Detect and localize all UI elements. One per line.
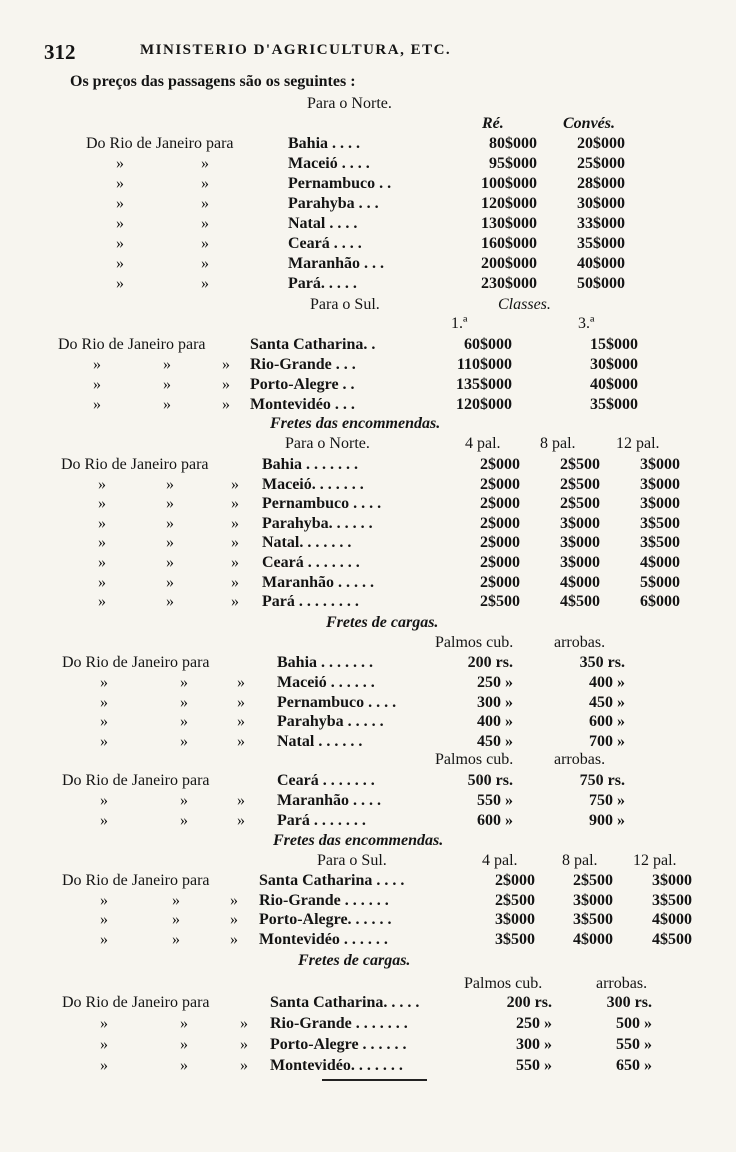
ditto-mark: » — [231, 475, 239, 493]
destination-text: Parahyba . . . . . — [277, 713, 384, 731]
page-number: 312 — [44, 40, 76, 64]
destination-text: Porto-Alegre. . . . . . — [259, 911, 392, 929]
ditto-mark: » — [222, 376, 230, 393]
value-cell: 15$000 — [590, 336, 638, 353]
ditto-mark: » — [230, 911, 238, 929]
column-header: 8 pal. — [540, 435, 576, 452]
column-header: 12 pal. — [616, 435, 660, 452]
origin-text: » — [116, 235, 124, 252]
ditto-mark: » — [201, 175, 209, 192]
destination-text: Pará. . . . . — [288, 275, 357, 292]
ditto-mark: » — [180, 733, 188, 751]
destination-text: Porto-Alegre . . . . . . — [270, 1036, 407, 1053]
value-cell: 2$000 — [480, 514, 520, 532]
column-header: arrobas. — [596, 975, 648, 992]
ditto-mark: » — [237, 791, 245, 809]
value-cell: 2$500 — [480, 593, 520, 611]
ditto-mark: » — [180, 673, 188, 691]
column-header: Palmos cub. — [435, 634, 514, 651]
ditto-mark: » — [201, 255, 209, 272]
value-cell: 135$000 — [456, 376, 512, 393]
ditto-mark: » — [231, 495, 239, 513]
value-cell: 2$000 — [480, 554, 520, 571]
ditto-mark: » — [237, 733, 245, 751]
origin-text: Do Rio de Janeiro para — [86, 135, 234, 152]
column-header: 4 pal. — [465, 435, 501, 452]
column-header: arrobas. — [554, 751, 606, 768]
value-cell: 2$000 — [495, 872, 535, 889]
value-cell: 3$500 — [495, 930, 535, 948]
value-cell: 4$500 — [560, 593, 600, 611]
ditto-mark: » — [166, 534, 174, 552]
destination-text: Maceió. . . . . . . — [262, 475, 364, 493]
value-cell: 500 » — [616, 1015, 652, 1032]
section-heading: Para o Sul. — [317, 852, 387, 869]
ditto-mark: » — [231, 554, 239, 571]
origin-text: Do Rio de Janeiro para — [62, 654, 210, 671]
value-cell: 4$500 — [652, 930, 692, 948]
destination-text: Santa Catharina. . . . . — [270, 994, 420, 1011]
value-cell: 2$000 — [480, 573, 520, 591]
value-cell: 3$500 — [573, 911, 613, 929]
section-heading: Para o Sul. — [310, 296, 380, 313]
value-cell: 95$000 — [489, 155, 537, 172]
value-cell: 2$500 — [560, 475, 600, 493]
value-cell: 2$500 — [573, 872, 613, 889]
value-cell: 400 » — [589, 673, 625, 691]
column-header: Convés. — [563, 115, 615, 132]
value-cell: 2$000 — [480, 475, 520, 493]
value-cell: 650 » — [616, 1057, 652, 1074]
value-cell: 550 » — [616, 1036, 652, 1053]
ditto-mark: » — [180, 1015, 188, 1032]
destination-text: Rio-Grande . . . . . . — [259, 891, 389, 909]
destination-text: Rio-Grande . . . — [250, 356, 356, 373]
ditto-mark: » — [201, 155, 209, 172]
value-cell: 4$000 — [640, 554, 680, 571]
section-title: Fretes das encommendas. — [273, 832, 444, 849]
origin-text: » — [116, 155, 124, 172]
column-header: arrobas. — [554, 634, 606, 651]
column-header: Palmos cub. — [435, 751, 514, 768]
value-cell: 120$000 — [481, 195, 537, 212]
ditto-mark: » — [201, 195, 209, 212]
column-header: 3.ª — [578, 315, 595, 332]
value-cell: 3$000 — [560, 554, 600, 571]
destination-text: Montevidéo . . . — [250, 396, 355, 413]
destination-text: Maceió . . . . — [288, 155, 370, 172]
ditto-mark: » — [240, 1036, 248, 1053]
value-cell: 230$000 — [481, 275, 537, 292]
value-cell: 200$000 — [481, 255, 537, 272]
origin-text: » — [100, 693, 108, 711]
value-cell: 28$000 — [577, 175, 625, 192]
value-cell: 4$000 — [573, 930, 613, 948]
origin-text: » — [100, 811, 108, 829]
origin-text: Do Rio de Janeiro para — [61, 456, 209, 473]
ditto-mark: » — [237, 693, 245, 711]
destination-text: Bahia . . . . . . . — [277, 654, 374, 671]
column-header: 8 pal. — [562, 852, 598, 869]
value-cell: 3$000 — [640, 475, 680, 493]
value-cell: 3$500 — [652, 891, 692, 909]
ditto-mark: » — [166, 573, 174, 591]
destination-text: Pernambuco . . . . — [262, 495, 382, 513]
ditto-mark: » — [240, 1015, 248, 1032]
ditto-mark: » — [237, 713, 245, 731]
intro-text: Os preços das passagens são os seguintes : — [70, 73, 356, 90]
ditto-mark: » — [166, 554, 174, 571]
value-cell: 750 rs. — [579, 772, 625, 789]
origin-text: » — [98, 514, 106, 532]
value-cell: 25$000 — [577, 155, 625, 172]
ditto-mark: » — [222, 396, 230, 413]
destination-text: Rio-Grande . . . . . . . — [270, 1015, 408, 1032]
destination-text: Pará . . . . . . . — [277, 811, 366, 829]
origin-text: » — [116, 275, 124, 292]
value-cell: 35$000 — [590, 396, 638, 413]
ditto-mark: » — [231, 573, 239, 591]
origin-text: Do Rio de Janeiro para — [62, 872, 210, 889]
origin-text: Do Rio de Janeiro para — [58, 336, 206, 353]
value-cell: 3$000 — [560, 514, 600, 532]
ditto-mark: » — [180, 1036, 188, 1053]
origin-text: » — [93, 376, 101, 393]
ditto-mark: » — [180, 811, 188, 829]
value-cell: 300 rs. — [606, 994, 652, 1011]
ditto-mark: » — [166, 514, 174, 532]
value-cell: 450 » — [477, 733, 513, 751]
destination-text: Parahyba. . . . . . — [262, 514, 373, 532]
value-cell: 500 rs. — [467, 772, 513, 789]
origin-text: » — [93, 396, 101, 413]
ditto-mark: » — [166, 495, 174, 513]
value-cell: 250 » — [516, 1015, 552, 1032]
destination-text: Maceió . . . . . . — [277, 673, 375, 691]
origin-text: » — [100, 791, 108, 809]
column-header: 1.ª — [451, 315, 468, 332]
ditto-mark: » — [166, 593, 174, 611]
value-cell: 2$000 — [480, 456, 520, 473]
value-cell: 20$000 — [577, 135, 625, 152]
destination-text: Bahia . . . . . . . — [262, 456, 359, 473]
destination-text: Santa Catharina. . — [250, 336, 376, 353]
origin-text: » — [100, 673, 108, 691]
value-cell: 110$000 — [456, 356, 512, 373]
value-cell: 300 » — [516, 1036, 552, 1053]
destination-text: Natal. . . . . . . — [262, 534, 352, 552]
section-heading: Para o Norte. — [307, 95, 392, 112]
column-header: 12 pal. — [633, 852, 677, 869]
origin-text: » — [100, 1036, 108, 1053]
ditto-mark: » — [230, 930, 238, 948]
value-cell: 3$000 — [640, 456, 680, 473]
value-cell: 100$000 — [481, 175, 537, 192]
value-cell: 130$000 — [481, 215, 537, 232]
origin-text: » — [100, 713, 108, 731]
ditto-mark: » — [240, 1057, 248, 1074]
value-cell: 2$000 — [480, 534, 520, 552]
destination-text: Ceará . . . . . . . — [277, 772, 375, 789]
origin-text: » — [98, 573, 106, 591]
destination-text: Santa Catharina . . . . — [259, 872, 405, 889]
value-cell: 300 » — [477, 693, 513, 711]
value-cell: 3$000 — [652, 872, 692, 889]
ditto-mark: » — [172, 891, 180, 909]
origin-text: » — [116, 255, 124, 272]
value-cell: 400 » — [477, 713, 513, 731]
destination-text: Bahia . . . . — [288, 135, 361, 152]
value-cell: 35$000 — [577, 235, 625, 252]
origin-text: » — [93, 356, 101, 373]
value-cell: 3$000 — [495, 911, 535, 929]
origin-text: » — [100, 911, 108, 929]
origin-text: » — [100, 930, 108, 948]
destination-text: Maranhão . . . . — [277, 791, 381, 809]
ditto-mark: » — [166, 475, 174, 493]
value-cell: 40$000 — [590, 376, 638, 393]
destination-text: Pará . . . . . . . . — [262, 593, 359, 611]
value-cell: 3$000 — [640, 495, 680, 513]
destination-text: Natal . . . . . . — [277, 733, 363, 751]
value-cell: 30$000 — [577, 195, 625, 212]
origin-text: Do Rio de Janeiro para — [62, 772, 210, 789]
origin-text: » — [116, 195, 124, 212]
section-heading: Para o Norte. — [285, 435, 370, 452]
origin-text: » — [116, 215, 124, 232]
value-cell: 4$000 — [652, 911, 692, 929]
column-header: Palmos cub. — [464, 975, 543, 992]
destination-text: Pernambuco . . — [288, 175, 392, 192]
value-cell: 6$000 — [640, 593, 680, 611]
ditto-mark: » — [237, 811, 245, 829]
origin-text: » — [100, 1015, 108, 1032]
ditto-mark: » — [201, 215, 209, 232]
value-cell: 550 » — [516, 1057, 552, 1074]
value-cell: 160$000 — [481, 235, 537, 252]
end-rule — [322, 1079, 427, 1081]
value-cell: 5$000 — [640, 573, 680, 591]
ditto-mark: » — [180, 693, 188, 711]
value-cell: 80$000 — [489, 135, 537, 152]
value-cell: 700 » — [589, 733, 625, 751]
value-cell: 450 » — [589, 693, 625, 711]
value-cell: 600 » — [477, 811, 513, 829]
destination-text: Porto-Alegre . . — [250, 376, 355, 393]
origin-text: » — [98, 593, 106, 611]
destination-text: Natal . . . . — [288, 215, 358, 232]
value-cell: 200 rs. — [506, 994, 552, 1011]
ditto-mark: » — [180, 713, 188, 731]
value-cell: 4$000 — [560, 573, 600, 591]
origin-text: » — [98, 475, 106, 493]
origin-text: » — [100, 733, 108, 751]
destination-text: Pernambuco . . . . — [277, 693, 397, 711]
ditto-mark: » — [231, 593, 239, 611]
ditto-mark: » — [180, 1057, 188, 1074]
value-cell: 750 » — [589, 791, 625, 809]
value-cell: 2$500 — [560, 456, 600, 473]
origin-text: » — [98, 495, 106, 513]
value-cell: 30$000 — [590, 356, 638, 373]
destination-text: Montevidéo . . . . . . — [259, 930, 388, 948]
destination-text: Parahyba . . . — [288, 195, 379, 212]
ditto-mark: » — [237, 673, 245, 691]
ditto-mark: » — [230, 891, 238, 909]
value-cell: 3$500 — [640, 514, 680, 532]
ditto-mark: » — [180, 791, 188, 809]
column-header: Ré. — [482, 115, 504, 132]
value-cell: 3$500 — [640, 534, 680, 552]
value-cell: 40$000 — [577, 255, 625, 272]
ditto-mark: » — [231, 514, 239, 532]
value-cell: 600 » — [589, 713, 625, 731]
value-cell: 2$500 — [560, 495, 600, 513]
value-cell: 33$000 — [577, 215, 625, 232]
section-title: Fretes de cargas. — [326, 614, 439, 631]
section-title: Fretes de cargas. — [298, 952, 411, 969]
ditto-mark: » — [172, 911, 180, 929]
value-cell: 2$000 — [480, 495, 520, 513]
value-cell: 250 » — [477, 673, 513, 691]
ditto-mark: » — [163, 356, 171, 373]
ditto-mark: » — [201, 235, 209, 252]
section-title: Fretes das encommendas. — [270, 415, 441, 432]
value-cell: 200 rs. — [467, 654, 513, 671]
ditto-mark: » — [231, 534, 239, 552]
running-title: MINISTERIO D'AGRICULTURA, ETC. — [140, 42, 452, 58]
value-cell: 2$500 — [495, 891, 535, 909]
value-cell: 120$000 — [456, 396, 512, 413]
ditto-mark: » — [222, 356, 230, 373]
origin-text: » — [116, 175, 124, 192]
ditto-mark: » — [163, 396, 171, 413]
ditto-mark: » — [172, 930, 180, 948]
origin-text: » — [100, 891, 108, 909]
origin-text: » — [98, 554, 106, 571]
value-cell: 50$000 — [577, 275, 625, 292]
value-cell: 3$000 — [573, 891, 613, 909]
value-cell: 350 rs. — [579, 654, 625, 671]
destination-text: Maranhão . . . . . — [262, 573, 374, 591]
origin-text: Do Rio de Janeiro para — [62, 994, 210, 1011]
destination-text: Montevidéo. . . . . . . — [270, 1057, 403, 1074]
value-cell: 550 » — [477, 791, 513, 809]
value-cell: 3$000 — [560, 534, 600, 552]
destination-text: Ceará . . . . — [288, 235, 362, 252]
ditto-mark: » — [201, 275, 209, 292]
origin-text: » — [100, 1057, 108, 1074]
value-cell: 60$000 — [464, 336, 512, 353]
column-header: 4 pal. — [482, 852, 518, 869]
destination-text: Maranhão . . . — [288, 255, 384, 272]
column-header: Classes. — [498, 296, 551, 313]
value-cell: 900 » — [589, 811, 625, 829]
ditto-mark: » — [163, 376, 171, 393]
origin-text: » — [98, 534, 106, 552]
destination-text: Ceará . . . . . . . — [262, 554, 360, 571]
